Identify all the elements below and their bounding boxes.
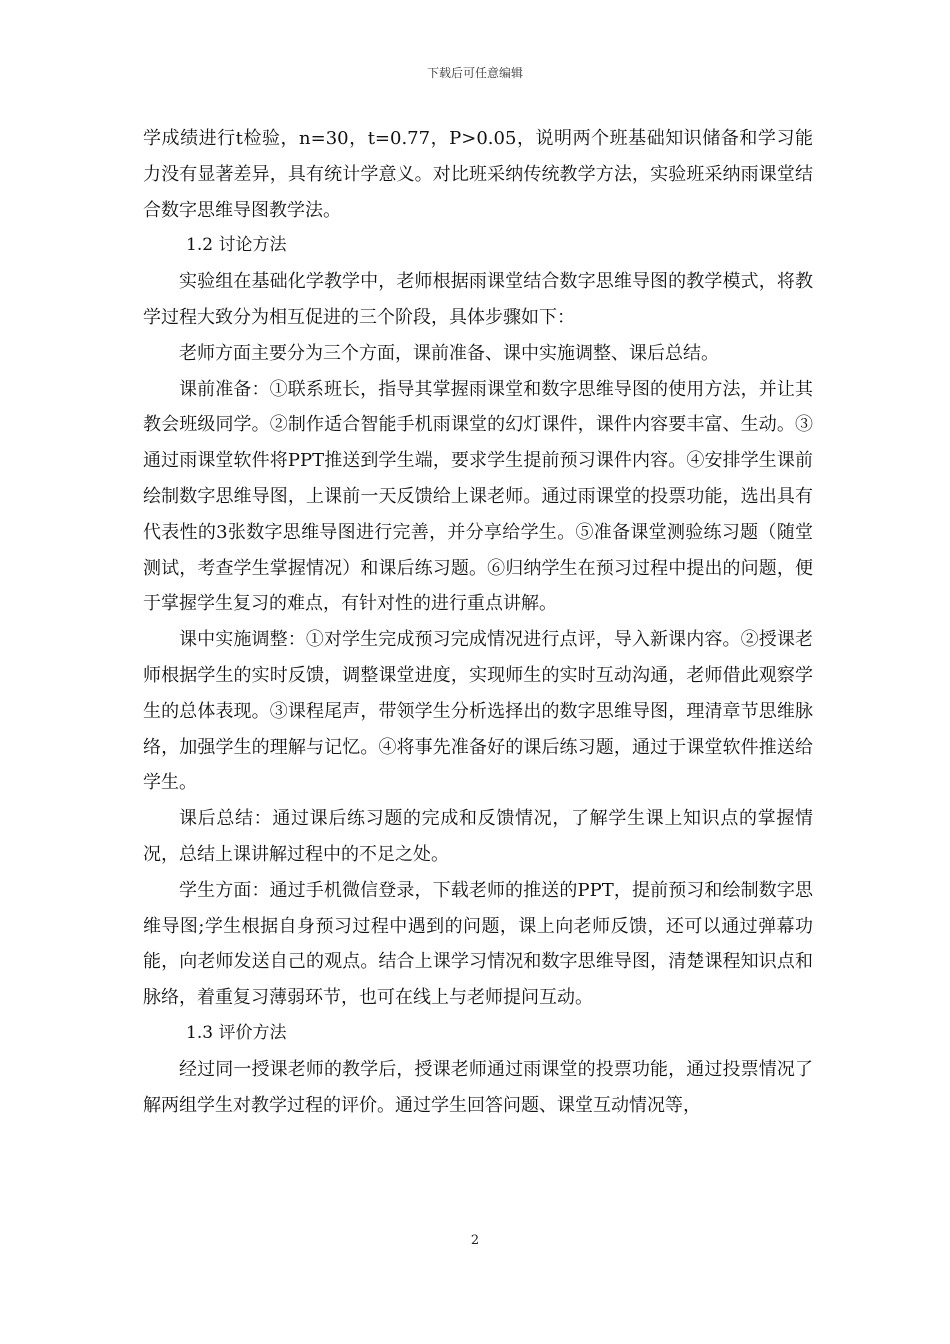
page-number: 2 — [470, 1233, 480, 1248]
paragraph-3: 老师方面主要分为三个方面，课前准备、课中实施调整、课后总结。 — [179, 342, 719, 364]
document-body — [143, 121, 813, 1123]
section-heading-1-2: 1.2 讨论方法 — [186, 235, 287, 256]
paragraph-pre-class: 课前准备：①联系班长，指导其掌握雨课堂和数字思维导图的使用方法，并让其教会班级同学。②制作适合智能手机雨课堂的幻灯课件，课件内容要丰富、生动。③通过雨课堂软件将PPT推送到学生端，要求学生提前预习课件内容。④安排学生课前绘制数字思维导图，上课前一天反馈给上课老师。通过雨课堂的投票功能，选出具有代表性的3张数字思维导图进行完善，并分享给学生。⑤准备课堂测验练习题（随堂测试，考查学生掌握情况）和课后练习题。⑥归纳学生在预习过程中提出的问题，便于掌握学生复习的难点，有针对性的进行重点讲解。 — [143, 378, 813, 615]
paragraph-in-class: 课中实施调整：①对学生完成预习完成情况进行点评，导入新课内容。②授课老师根据学生的实时反馈，调整课堂进度，实现师生的实时互动沟通，老师借此观察学生的总体表现。③课程尾声，带领学生分析选择出的数字思维导图，理清章节思维脉络，加强学生的理解与记忆。④将事先准备好的课后练习题，通过于课堂软件推送给学生。 — [143, 629, 813, 794]
paragraph-evaluation: 经过同一授课老师的教学后，授课老师通过雨课堂的投票功能，通过投票情况了解两组学生对教学过程的评价。通过学生回答问题、课堂互动情况等， — [143, 1058, 813, 1116]
section-heading-1-3: 1.3 评价方法 — [186, 1022, 287, 1043]
paragraph-after-class: 课后总结：通过课后练习题的完成和反馈情况，了解学生课上知识点的掌握情况，总结上课讲解过程中的不足之处。 — [143, 808, 813, 865]
page-header: 下载后可任意编辑 — [426, 66, 523, 80]
paragraph-students: 学生方面：通过手机微信登录，下载老师的推送的PPT，提前预习和绘制数字思维导图;学生根据自身预习过程中遇到的问题，课上向老师反馈，还可以通过弹幕功能，向老师发送自己的观点。结合上课学习情况和数字思维导图，清楚课程知识点和脉络，着重复习薄弱环节，也可在线上与老师提问互动。 — [143, 879, 813, 1009]
paragraph-2: 实验组在基础化学教学中，老师根据雨课堂结合数字思维导图的教学模式，将教学过程大致分为相互促进的三个阶段，具体步骤如下： — [143, 271, 813, 328]
paragraph-1: 学成绩进行t检验，n=30，t=0.77，P>0.05，说明两个班基础知识储备和学习能力没有显著差异，具有统计学意义。对比班采纳传统教学方法，实验班采纳雨课堂结合数字思维导图教学法。 — [143, 128, 813, 221]
